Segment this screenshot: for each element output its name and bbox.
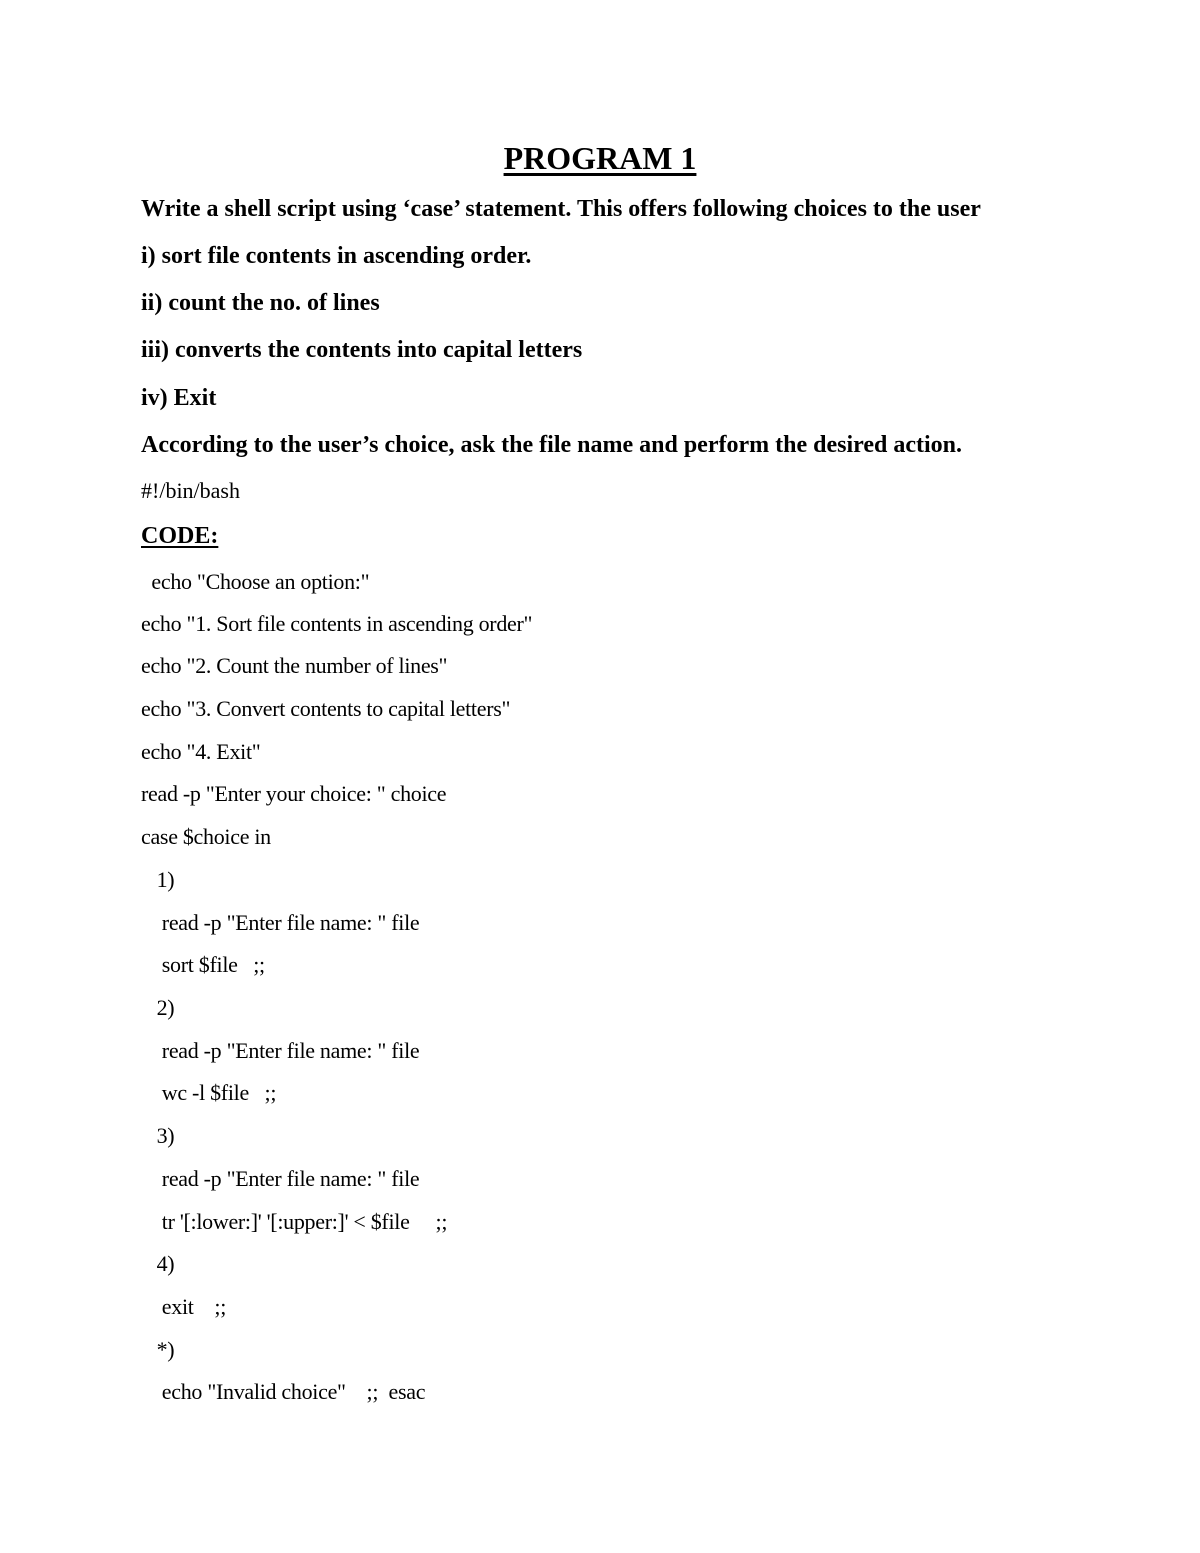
code-line: 1) [141, 867, 175, 892]
code-line: read -p "Enter file name: " file [141, 1166, 420, 1191]
choice-item-4: iv) Exit [141, 385, 217, 411]
code-line: echo "1. Sort file contents in ascending order" [141, 611, 533, 636]
code-line: read -p "Enter file name: " file [141, 1038, 420, 1063]
page-title: PROGRAM 1 [503, 140, 697, 176]
code-line: read -p "Enter your choice: " choice [141, 781, 447, 806]
choice-item-1: i) sort file contents in ascending order. [141, 243, 532, 269]
code-line: 2) [141, 995, 175, 1020]
choice-item-2: ii) count the no. of lines [141, 290, 380, 316]
shebang-line: #!/bin/bash [141, 478, 240, 503]
code-line: sort $file ;; [141, 952, 265, 977]
code-line: echo "Choose an option:" [141, 569, 370, 594]
code-line: echo "Invalid choice" ;; esac [141, 1379, 426, 1404]
choice-item-3: iii) converts the contents into capital letters [141, 337, 583, 363]
code-line: case $choice in [141, 824, 271, 849]
code-line: tr '[:lower:]' '[:upper:]' < $file ;; [141, 1209, 448, 1234]
instruction-text: According to the user’s choice, ask the file name and perform the desired action. [141, 432, 962, 458]
code-line: *) [141, 1337, 175, 1362]
code-line: wc -l $file ;; [141, 1080, 277, 1105]
code-line: echo "2. Count the number of lines" [141, 653, 448, 678]
code-line: 4) [141, 1251, 175, 1276]
intro-text: Write a shell script using ‘case’ statement. This offers following choices to the user [141, 196, 981, 222]
code-line: echo "4. Exit" [141, 739, 261, 764]
code-line: echo "3. Convert contents to capital letters" [141, 696, 511, 721]
code-line: 3) [141, 1123, 175, 1148]
code-heading: CODE: [141, 523, 219, 549]
code-line: exit ;; [141, 1294, 227, 1319]
code-line: read -p "Enter file name: " file [141, 910, 420, 935]
